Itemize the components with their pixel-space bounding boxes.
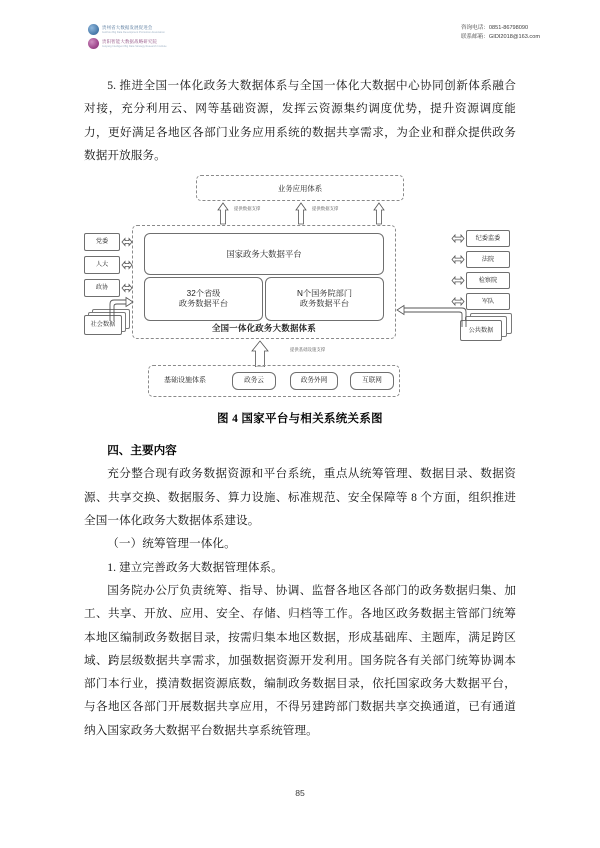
right-data-source-arrow [390,301,470,327]
provincial-platform-box [144,277,263,321]
right-data-source-label: 公共数据 [460,320,502,341]
logo-name-cn: 贵州省大数据发展促进会 [102,25,153,30]
page-header [88,24,540,58]
ministry-platform-box [265,277,384,321]
right-node-procuratorate: 检察院 [466,272,510,289]
circle-logo-mark-blue-icon [88,24,99,35]
ministry-platform-line-1: N个国务院部门 [296,289,353,299]
relationship-diagram [84,175,516,403]
circle-logo-mark-purple-icon [88,38,99,49]
infra-node-internet: 互联网 [350,372,394,390]
figure-caption: 图 4 国家平台与相关系统关系图 [217,413,383,426]
left-bidirectional-arrows [120,233,134,297]
paragraph-main-content: 充分整合现有政务数据资源和平台系统，重点从统筹管理、数据目录、数据资源、共享交换、数据服务、算力设施、标准规范、安全保障等 8 个方面，组织推进全国一体化政务大数据体系建设。 [84,467,516,528]
application-layer-container [196,175,404,201]
contact-phone: 咨询电话：0851-86798090 [460,25,529,31]
national-platform-box: 国家政务大数据平台 [144,233,384,275]
document-content [84,74,516,742]
contact-email: 联系邮箱：GIDI2018@163.com [460,34,540,40]
support-label-right: 提供数据支撑 [312,206,339,212]
logo-row-institute [88,38,167,49]
figure-4 [84,175,516,403]
infrastructure-label: 基础设施体系 [164,377,206,385]
logo-row-association [88,24,167,35]
logo-text-institute [102,39,167,48]
spacer [84,429,516,439]
infra-node-government-extranet: 政务外网 [290,372,338,390]
right-node-military: 军队 [466,293,510,310]
organization-logos [88,24,167,49]
data-support-arrows-up [196,201,406,225]
left-node-party-committee: 党委 [84,233,120,251]
logo-name-en: Guiyang Intelligent Big Data Strategy Research Institute [102,45,167,48]
system-title-label: 全国一体化政务大数据体系 [211,323,317,334]
provincial-platform-line-1: 32个省级 [186,289,221,299]
infrastructure-support-arrow [244,339,284,367]
application-layer-label: 业务应用体系 [277,183,323,193]
left-data-source-label: 社会数据 [84,315,122,335]
left-data-source-arrow [106,295,136,321]
section-heading-4: 四、主要内容 [107,444,177,458]
provincial-platform-line-2: 政务数据平台 [178,299,229,309]
infrastructure-support-label: 提供基础设施支撑 [290,347,326,353]
right-node-discipline-commission: 纪委监委 [466,230,510,247]
infra-node-government-cloud: 政务云 [232,372,276,390]
logo-name-cn: 贵阳智能大数据战略研究院 [102,39,158,44]
logo-name-en: Guizhou Big Data Development Promotion Association [102,31,165,34]
left-node-cppcc: 政协 [84,279,120,297]
ministry-platform-line-2: 政务数据平台 [299,299,350,309]
right-bidirectional-arrows [450,230,466,310]
paragraph-management-system: 国务院办公厅负责统筹、指导、协调、监督各地区各部门的政务数据归集、加工、共享、开放、应用、安全、存储、归档等工作。各地区政务数据主管部门统筹本地区编制政务数据目录，按需归集本地区数据，形成基础库、主题库，满足跨区域、跨层级数据共享需求，加强数据资源开发利用。国务院各有关部门统筹协调本部门本行业，摸清数据资源底数，编制政务数据目录，依托国家政务大数据平台，与各地区各部门开展数据共享应用，不得另建跨部门数据共享交换通道，已有通道纳入国家政务大数据平台数据共享系统管理。 [84,583,516,737]
paragraph-item-5: 5. 推进全国一体化政务大数据体系与全国一体化大数据中心协同创新体系融合对接，充分利用云、网等基础资源，发挥云资源集约调度优势，提升资源调度能力，更好满足各地区各部门业务应用系统的数据共享需求，为企业和群众提供政务数据开放服务。 [84,79,516,162]
left-node-peoples-congress: 人大 [84,256,120,274]
logo-text-association [102,25,165,34]
support-label-left: 提供数据支撑 [234,206,261,212]
subsection-heading-1: （一）统筹管理一体化。 [107,537,236,551]
page-number: 85 [295,788,305,798]
numbered-item-1: 1. 建立完善政务大数据管理体系。 [107,560,283,574]
contact-info [461,24,540,42]
right-node-court: 法院 [466,251,510,268]
